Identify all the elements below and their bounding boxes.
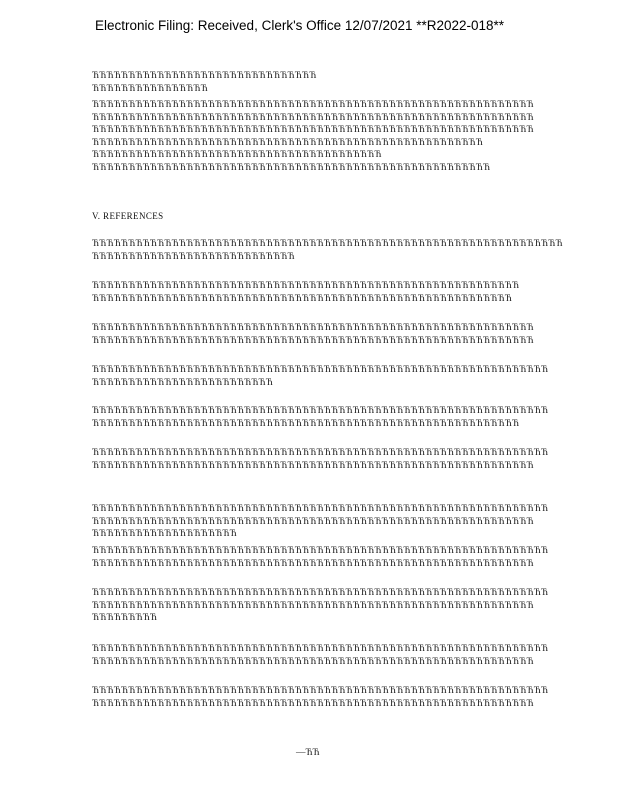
text-line: ЋЋЋЋЋЋЋЋЋЋЋЋЋЋЋЋЋЋЋЋЋЋЋЋЋЋЋЋЋЋЋЋЋЋЋЋЋЋЋЋЋЋЋЋЋЋЋЋЋЋЋЋЋЋЋЋЋЋЋЋЋ [92,335,534,346]
section-heading: V. REFERENCES [92,211,164,221]
text-line: ЋЋЋЋЋЋЋЋЋЋЋЋЋЋЋЋЋЋЋЋЋЋЋЋЋЋЋЋЋЋЋЋЋЋЋЋЋЋЋЋЋЋЋЋЋЋЋЋЋЋЋЋЋЋЋЋЋЋЋЋЋ [92,558,534,569]
text-line: ЋЋЋЋЋЋЋЋЋЋЋЋЋЋЋЋЋЋЋЋЋЋЋЋЋ [92,377,274,388]
text-line: ЋЋЋЋЋЋЋЋЋЋЋЋЋЋЋЋЋЋЋЋЋЋЋЋЋЋЋЋЋЋЋЋЋЋЋЋЋЋЋЋ [92,150,382,161]
text-line: ЋЋЋЋЋЋЋЋЋЋЋЋЋЋЋЋЋЋЋЋЋЋЋЋЋЋЋЋЋЋЋЋЋЋЋЋЋЋЋЋЋЋЋЋЋЋЋЋЋЋЋЋЋЋЋЋЋЋЋЋЋЋЋ [92,588,549,598]
text-line: ЋЋЋЋЋЋЋЋЋЋЋЋЋЋЋЋЋЋЋЋЋЋЋЋЋЋЋЋЋЋЋЋЋЋЋЋЋЋЋЋЋЋЋЋЋЋЋЋЋЋЋЋЋЋЋЋЋЋЋЋЋЋЋЋЋ [92,239,563,249]
text-line: ЋЋЋЋЋЋЋЋЋЋЋЋЋЋЋЋЋЋЋЋЋЋЋЋЋЋЋЋЋЋЋЋЋЋЋЋЋЋЋЋЋЋЋЋЋЋЋЋЋЋЋЋЋЋЋЋЋЋЋЋЋЋЋ [92,546,549,556]
text-line: ЋЋЋЋЋЋЋЋЋЋЋЋЋЋЋЋЋЋЋЋЋЋЋЋЋЋЋЋЋЋЋЋЋЋЋЋЋЋЋЋЋЋЋЋЋЋЋЋЋЋЋЋЋЋЋЋЋЋЋ [92,418,520,429]
reference-entry [92,322,614,347]
reference-entry [92,545,614,570]
filing-stamp-header: Electronic Filing: Received, Clerk's Office 12/07/2021 **R2022-018** [95,18,505,33]
text-line: ЋЋЋЋЋЋЋЋЋЋЋЋЋЋЋЋЋЋЋЋЋЋЋЋЋЋЋЋЋЋЋЋЋЋЋЋЋЋЋЋЋЋЋЋЋЋЋЋЋЋЋЋЋЋЋЋЋЋЋЋЋ [92,656,534,667]
text-line: ЋЋЋЋЋЋЋЋЋЋЋЋЋЋЋЋЋЋЋЋЋЋЋЋЋЋЋЋЋЋЋЋЋЋЋЋЋЋЋЋЋЋЋЋЋЋЋЋЋЋЋЋЋЋЋЋЋЋЋЋЋЋЋ [92,448,549,458]
text-line: ЋЋЋЋЋЋЋЋЋЋЋЋЋЋЋЋЋЋЋЋ [92,529,237,540]
text-line: ЋЋЋЋЋЋЋЋЋЋЋЋЋЋЋЋЋЋЋЋЋЋЋЋЋЋЋЋ [92,251,295,262]
text-line: ЋЋЋЋЋЋЋЋЋЋЋЋЋЋЋЋЋЋЋЋЋЋЋЋЋЋЋЋЋЋЋЋЋЋЋЋЋЋЋЋЋЋЋЋЋЋЋЋЋЋЋЋЋЋЋЋЋЋЋЋЋ [92,516,534,527]
text-line: ЋЋЋЋЋЋЋЋЋЋЋЋЋЋЋЋЋЋЋЋЋЋЋЋЋЋЋЋЋЋЋЋЋЋЋЋЋЋЋЋЋЋЋЋЋЋЋЋЋЋЋЋЋЋ [92,137,484,148]
text-line: ЋЋЋЋЋЋЋЋЋЋЋЋЋЋЋЋЋЋЋЋЋЋЋЋЋЋЋЋЋЋЋ [92,71,317,81]
page-number: —ЋЋ [296,748,320,758]
text-line: ЋЋЋЋЋЋЋЋЋЋЋЋЋЋЋЋЋЋЋЋЋЋЋЋЋЋЋЋЋЋЋЋЋЋЋЋЋЋЋЋЋЋЋЋЋЋЋЋЋЋЋЋЋЋЋЋЋЋЋЋЋ [92,600,534,611]
text-line: ЋЋЋЋЋЋЋЋЋЋЋЋЋЋЋЋЋЋЋЋЋЋЋЋЋЋЋЋЋЋЋЋЋЋЋЋЋЋЋЋЋЋЋЋЋЋЋЋЋЋЋЋЋЋЋЋЋЋЋЋЋЋЋ [92,644,549,654]
text-line: ЋЋЋЋЋЋЋЋЋЋЋЋЋЋЋЋЋЋЋЋЋЋЋЋЋЋЋЋЋЋЋЋЋЋЋЋЋЋЋЋЋЋЋЋЋЋЋЋЋЋЋЋЋЋЋЋЋЋЋЋЋ [92,112,534,123]
text-line: ЋЋЋЋЋЋЋЋЋЋЋЋЋЋЋЋЋЋЋЋЋЋЋЋЋЋЋЋЋЋЋЋЋЋЋЋЋЋЋЋЋЋЋЋЋЋЋЋЋЋЋЋЋЋЋЋЋЋЋЋЋ [92,698,534,709]
reference-entry [92,587,614,625]
text-line: ЋЋЋЋЋЋЋЋЋ [92,613,158,624]
reference-entry [92,238,614,263]
text-line: ЋЋЋЋЋЋЋЋЋЋЋЋЋЋЋЋЋЋЋЋЋЋЋЋЋЋЋЋЋЋЋЋЋЋЋЋЋЋЋЋЋЋЋЋЋЋЋЋЋЋЋЋЋЋЋЋЋЋЋЋЋЋЋ [92,686,549,696]
text-line: ЋЋЋЋЋЋЋЋЋЋЋЋЋЋЋЋЋЋЋЋЋЋЋЋЋЋЋЋЋЋЋЋЋЋЋЋЋЋЋЋЋЋЋЋЋЋЋЋЋЋЋЋЋЋЋЋЋЋЋЋЋ [92,100,534,110]
reference-entry [92,280,614,305]
text-line: ЋЋЋЋЋЋЋЋЋЋЋЋЋЋЋЋЋЋЋЋЋЋЋЋЋЋЋЋЋЋЋЋЋЋЋЋЋЋЋЋЋЋЋЋЋЋЋЋЋЋЋЋЋЋЋЋЋЋ [92,293,513,304]
text-line: ЋЋЋЋЋЋЋЋЋЋЋЋЋЋЋЋЋЋЋЋЋЋЋЋЋЋЋЋЋЋЋЋЋЋЋЋЋЋЋЋЋЋЋЋЋЋЋЋЋЋЋЋЋЋЋЋЋЋЋ [92,281,520,291]
reference-entry [92,364,614,389]
text-line: ЋЋЋЋЋЋЋЋЋЋЋЋЋЋЋЋЋЋЋЋЋЋЋЋЋЋЋЋЋЋЋЋЋЋЋЋЋЋЋЋЋЋЋЋЋЋЋЋЋЋЋЋЋЋЋЋЋЋЋЋЋЋЋ [92,406,549,416]
text-line: ЋЋЋЋЋЋЋЋЋЋЋЋЋЋЋЋ [92,83,208,94]
text-line: ЋЋЋЋЋЋЋЋЋЋЋЋЋЋЋЋЋЋЋЋЋЋЋЋЋЋЋЋЋЋЋЋЋЋЋЋЋЋЋЋЋЋЋЋЋЋЋЋЋЋЋЋЋЋЋЋЋЋЋЋЋ [92,125,534,136]
text-line: ЋЋЋЋЋЋЋЋЋЋЋЋЋЋЋЋЋЋЋЋЋЋЋЋЋЋЋЋЋЋЋЋЋЋЋЋЋЋЋЋЋЋЋЋЋЋЋЋЋЋЋЋЋЋЋЋЋЋЋЋЋ [92,460,534,471]
reference-entry [92,405,614,430]
text-line: ЋЋЋЋЋЋЋЋЋЋЋЋЋЋЋЋЋЋЋЋЋЋЋЋЋЋЋЋЋЋЋЋЋЋЋЋЋЋЋЋЋЋЋЋЋЋЋЋЋЋЋЋЋЋЋЋЋЋЋЋЋЋЋ [92,504,549,514]
reference-entry [92,685,614,710]
reference-entry [92,503,614,541]
reference-entry [92,643,614,668]
paragraph-block [92,70,614,95]
text-line: ЋЋЋЋЋЋЋЋЋЋЋЋЋЋЋЋЋЋЋЋЋЋЋЋЋЋЋЋЋЋЋЋЋЋЋЋЋЋЋЋЋЋЋЋЋЋЋЋЋЋЋЋЋЋЋ [92,162,491,173]
text-line: ЋЋЋЋЋЋЋЋЋЋЋЋЋЋЋЋЋЋЋЋЋЋЋЋЋЋЋЋЋЋЋЋЋЋЋЋЋЋЋЋЋЋЋЋЋЋЋЋЋЋЋЋЋЋЋЋЋЋЋЋЋ [92,323,534,333]
text-line: ЋЋЋЋЋЋЋЋЋЋЋЋЋЋЋЋЋЋЋЋЋЋЋЋЋЋЋЋЋЋЋЋЋЋЋЋЋЋЋЋЋЋЋЋЋЋЋЋЋЋЋЋЋЋЋЋЋЋЋЋЋЋЋ [92,365,549,375]
reference-entry [92,447,614,472]
paragraph-block [92,99,614,175]
